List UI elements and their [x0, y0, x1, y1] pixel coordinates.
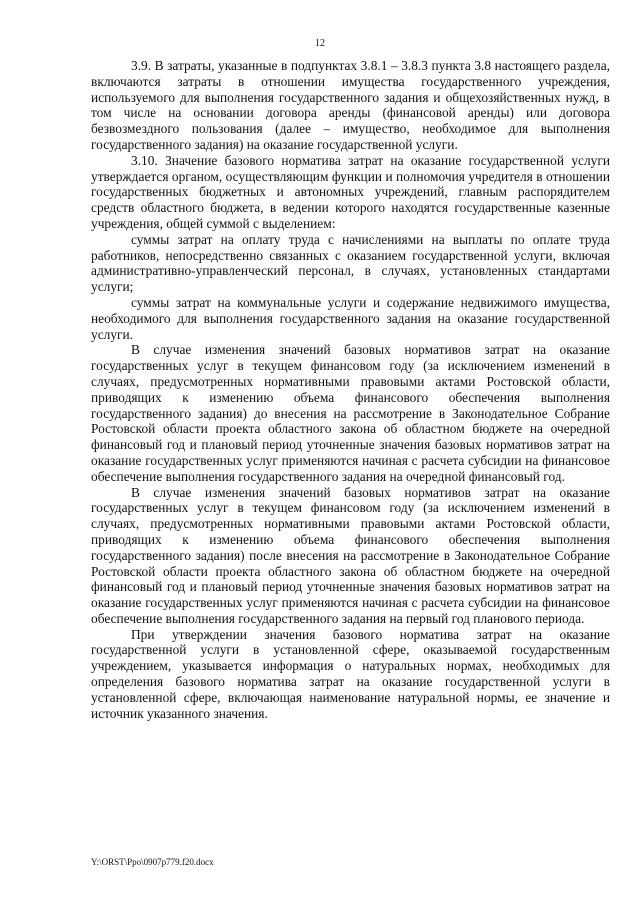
paragraph-3-9: 3.9. В затраты, указанные в подпунктах 3.8.1 – 3.8.3 пункта 3.8 настоящего раздела, включаются затраты в отношении имущества государственного учреждения, используемого для выполнения государственного задания и общехозяйственных нужд, в том числе на основании договора аренды (финансовой аренды) или договора безвозмездного пользования (далее – имущество, необходимое для выполнения государственного задания) на оказание государственной услуги. — [91, 58, 610, 152]
page-number: 12 — [315, 38, 325, 49]
paragraph-labor-costs: суммы затрат на оплату труда с начислениями на выплаты по оплате труда работников, непосредственно связанных с оказанием государственной услуги, включая административно-управленческий персонал, в случаях, установленных стандартами услуги; — [91, 231, 610, 295]
paragraph-utility-costs: суммы затрат на коммунальные услуги и содержание недвижимого имущества, необходимого для выполнения государственного задания на оказание государственной услуги. — [91, 294, 610, 342]
paragraph-3-10: 3.10. Значение базового норматива затрат на оказание государственной услуги утверждается органом, осуществляющим функции и полномочия учредителя в отношении государственных бюджетных и автономных учреждений, главным распорядителем средств областного бюджета, в ведении которого находятся государственные казенные учреждения, общей суммой с выделением: — [91, 152, 610, 231]
document-body — [91, 58, 610, 721]
paragraph-change-before-submission: В случае изменения значений базовых нормативов затрат на оказание государственных услуг в текущем финансовом году (за исключением изменений в случаях, предусмотренных нормативными правовыми актами Ростовской области, приводящих к изменению объема финансового обеспечения выполнения государственного задания) до внесения на рассмотрение в Законодательное Собрание Ростовской области проекта областного закона об областном бюджете на очередной финансовый год и плановый период уточненные значения базовых нормативов затрат на оказание государственных услуг применяются начиная с расчета субсидии на финансовое обеспечение выполнения государственного задания на очередной финансовый год. — [91, 342, 610, 484]
paragraph-natural-norms: При утверждении значения базового норматива затрат на оказание государственной услуги в установленной сфере, оказываемой государственным учреждением, указывается информация о натуральных нормах, необходимых для определения базового норматива затрат на оказание государственной услуги в установленной сфере, включающая наименование натуральной нормы, ее значение и источник указанного значения. — [91, 626, 610, 721]
footer-file-path: Y:\ORST\Ppo\0907p779.f20.docx — [91, 857, 214, 867]
paragraph-change-after-submission: В случае изменения значений базовых нормативов затрат на оказание государственных услуг в текущем финансовом году (за исключением изменений в случаях, предусмотренных нормативными правовыми актами Ростовской области, приводящих к изменению объема финансового обеспечения выполнения государственного задания) после внесения на рассмотрение в Законодательное Собрание Ростовской области проекта областного закона об областном бюджете на очередной финансовый год и плановый период уточненные значения базовых нормативов затрат на оказание государственных услуг применяются начиная с расчета субсидии на финансовое обеспечение выполнения государственного задания на первый год планового периода. — [91, 484, 610, 626]
